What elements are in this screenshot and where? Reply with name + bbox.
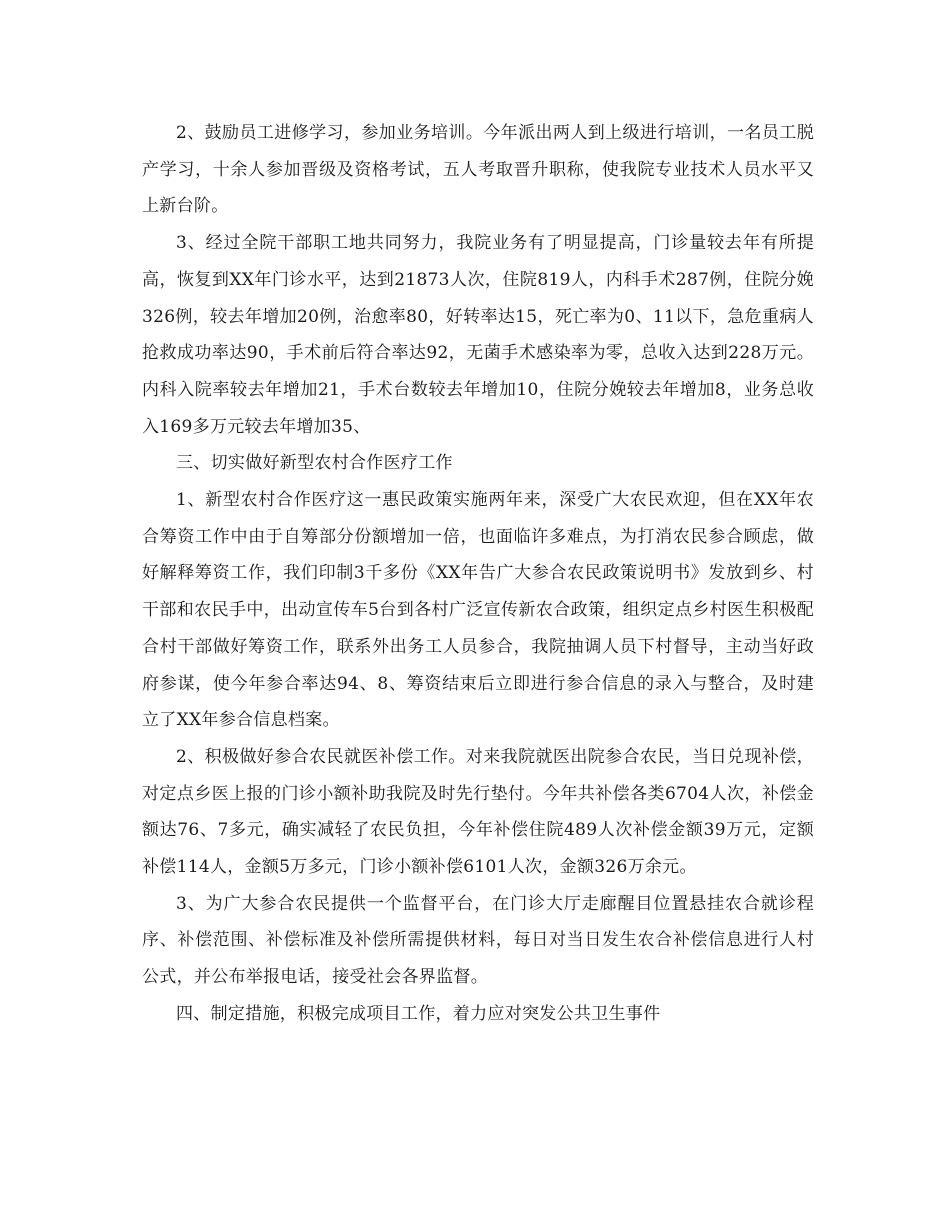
- section-heading-public-health: 四、制定措施，积极完成项目工作，着力应对突发公共卫生事件: [176, 1003, 661, 1024]
- paragraph-staff-training: 2、鼓励员工进修学习，参加业务培训。今年派出两人到上级进行培训，一名员工脱产学习，十余人参加晋级及资格考试，五人考取晋升职称，使我院专业技术人员水平又上新台阶。: [142, 123, 814, 217]
- paragraph-compensation: 2、积极做好参合农民就医补偿工作。对来我院就医出院参合农民，当日兑现补偿，对定点乡医上报的门诊小额补助我院及时先行垫付。今年共补偿各类6704人次，补偿金额达76、7多元，确实减轻了农民负担，今年补偿住院489人次补偿金额39万元，定额补偿114人，金额5万多元，门诊小额补偿6101人次，金额326万余元。: [142, 746, 814, 878]
- section-heading-rural-cooperative: 三、切实做好新型农村合作医疗工作: [176, 453, 453, 474]
- paragraph-cooperative-funding: 1、新型农村合作医疗这一惠民政策实施两年来，深受广大农民欢迎，但在XX年农合筹资工作中由于自筹部分份额增加一倍，也面临许多难点，为打消农民参合顾虑，做好解释筹资工作，我们印制3千多份《XX年告广大参合农民政策说明书》发放到乡、村干部和农民手中，出动宣传车5台到各村广泛宣传新农合政策，组织定点乡村医生积极配合村干部做好筹资工作，联系外出务工人员参合，我院抽调人员下村督导，主动当好政府参谋，使今年参合率达94、8、筹资结束后立即进行参合信息的录入与整合，及时建立了XX年参合信息档案。: [142, 490, 814, 731]
- document-body: [142, 115, 814, 1033]
- paragraph-business-results: 3、经过全院干部职工地共同努力，我院业务有了明显提高，门诊量较去年有所提高，恢复到XX年门诊水平，达到21873人次，住院819人，内科手术287例，住院分娩326例，较去年增加20例，治愈率80，好转率达15，死亡率为0、11以下，急危重病人抢救成功率达90，手术前后符合率达92，无菌手术感染率为零，总收入达到228万元。内科入院率较去年增加21，手术台数较去年增加10，住院分娩较去年增加8，业务总收入169多万元较去年增加35、: [142, 233, 814, 437]
- paragraph-supervision-platform: 3、为广大参合农民提供一个监督平台，在门诊大厅走廊醒目位置悬挂农合就诊程序、补偿范围、补偿标准及补偿所需提供材料，每日对当日发生农合补偿信息进行人村公式，并公布举报电话，接受社会各界监督。: [142, 893, 814, 988]
